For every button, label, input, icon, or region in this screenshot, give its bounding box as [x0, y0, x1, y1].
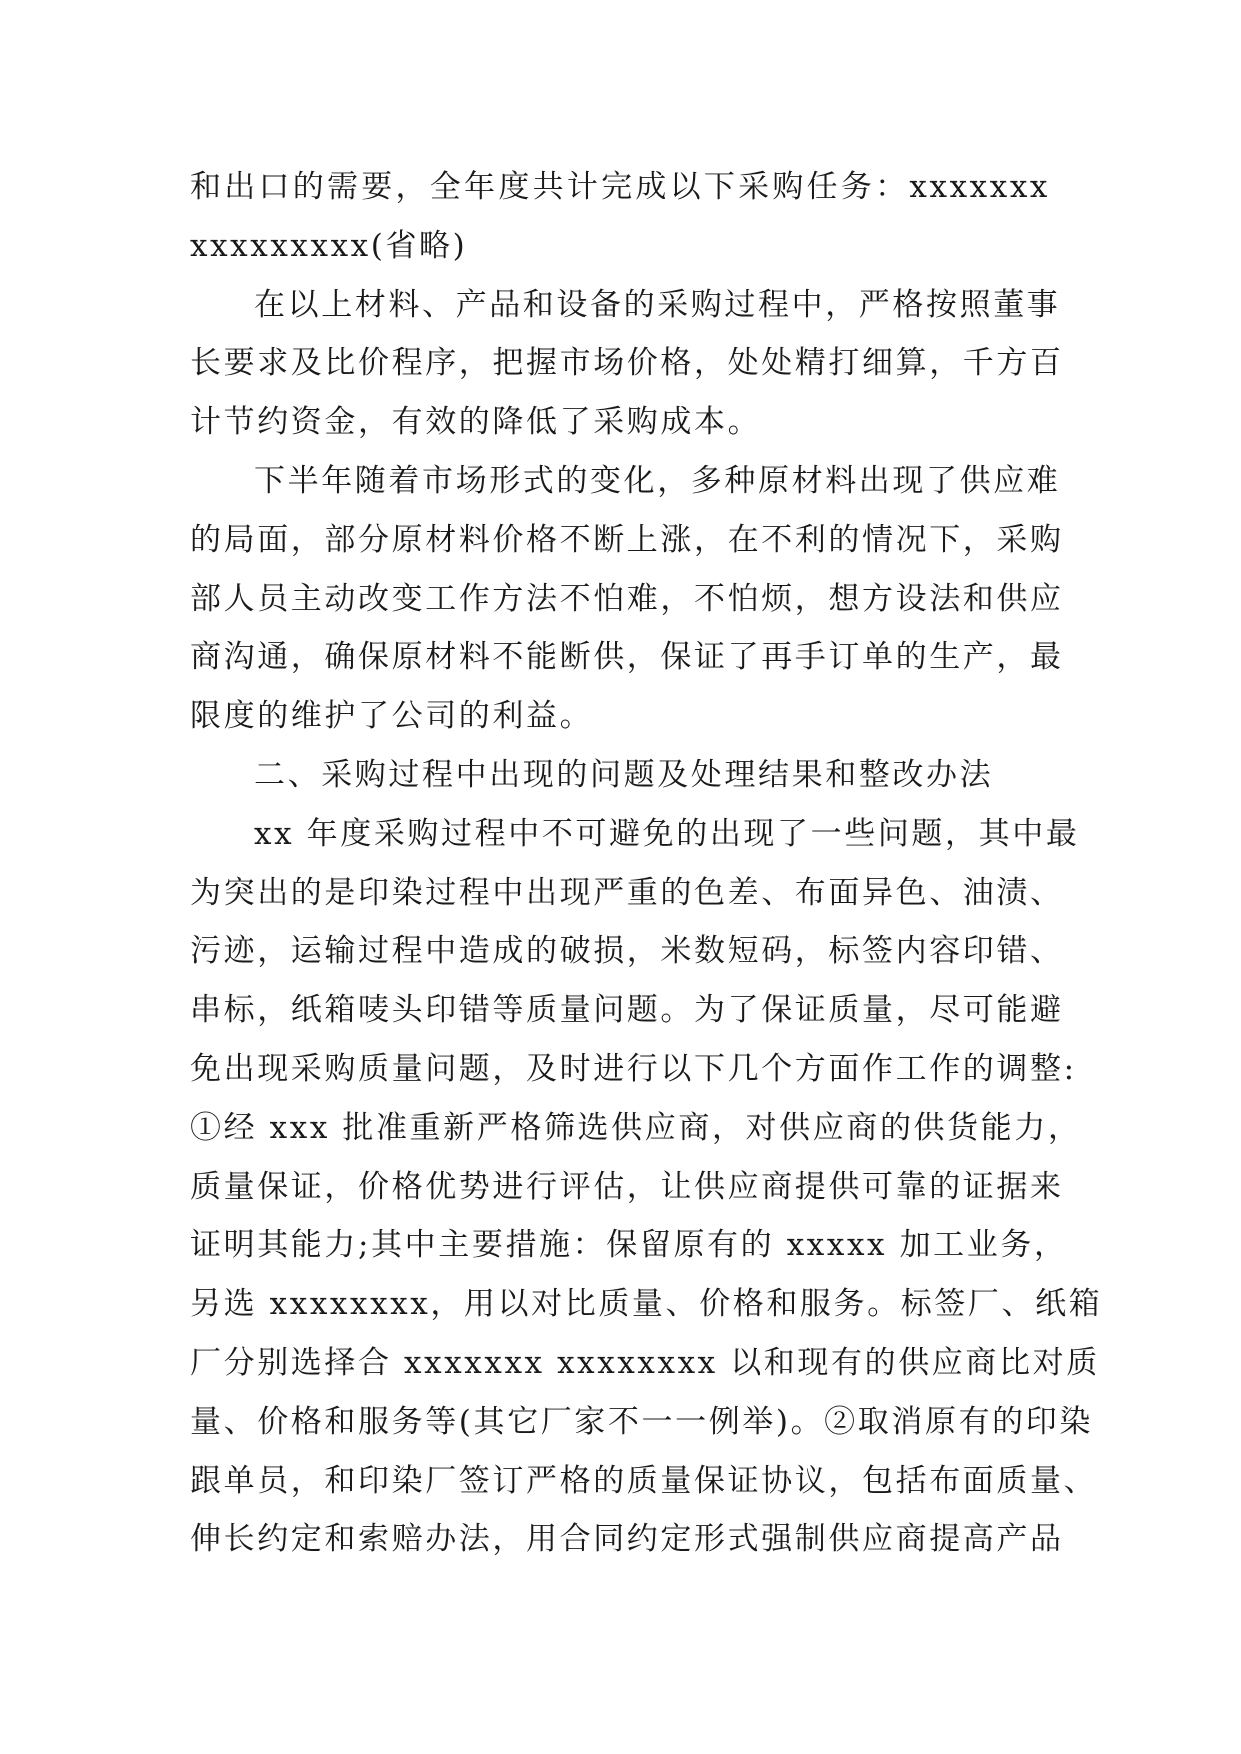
- text-line: 为突出的是印染过程中出现严重的色差、布面异色、油渍、: [190, 874, 1064, 911]
- text-line: 跟单员，和印染厂签订严格的质量保证协议，包括布面质量、: [190, 1462, 1098, 1499]
- text-line: 串标，纸箱唛头印错等质量问题。为了保证质量，尽可能避: [190, 992, 1064, 1029]
- text-line: 污迹，运输过程中造成的破损，米数短码，标签内容印错、: [190, 933, 1064, 970]
- text-line: 商沟通，确保原材料不能断供，保证了再手订单的生产，最: [190, 639, 1064, 676]
- text-line: 证明其能力;其中主要措施：保留原有的 xxxxx 加工业务，: [190, 1227, 1068, 1264]
- text-line: 免出现采购质量问题，及时进行以下几个方面作工作的调整:: [190, 1050, 1077, 1087]
- text-line: 部人员主动改变工作方法不怕难，不怕烦，想方设法和供应: [190, 580, 1064, 617]
- text-line: 和出口的需要，全年度共计完成以下采购任务：xxxxxxx: [190, 169, 1050, 205]
- text-line: 量、价格和服务等(其它厂家不一一例举)。②取消原有的印染: [190, 1403, 1093, 1440]
- section-heading: 二、采购过程中出现的问题及处理结果和整改办法: [254, 756, 994, 793]
- text-line: 长要求及比价程序，把握市场价格，处处精打细算，千方百: [190, 345, 1064, 382]
- text-line: ①经 xxx 批准重新严格筛选供应商，对供应商的供货能力，: [190, 1109, 1082, 1146]
- text-line: 厂分别选择合 xxxxxxx xxxxxxxx 以和现有的供应商比对质: [190, 1344, 1100, 1381]
- paragraph-first-line: 在以上材料、产品和设备的采购过程中，严格按照董事: [254, 286, 1061, 323]
- text-line: 计节约资金，有效的降低了采购成本。: [190, 404, 762, 441]
- text-line: xxxxxxxxx(省略): [190, 227, 468, 264]
- paragraph-first-line: 下半年随着市场形式的变化，多种原材料出现了供应难: [254, 462, 1061, 499]
- text-line: 另选 xxxxxxxx，用以对比质量、价格和服务。标签厂、纸箱: [190, 1286, 1103, 1323]
- text-line: 的局面，部分原材料价格不断上涨，在不利的情况下，采购: [190, 521, 1064, 558]
- text-line: 限度的维护了公司的利益。: [190, 698, 594, 735]
- document-body: [190, 158, 1103, 1569]
- paragraph-first-line: xx 年度采购过程中不可避免的出现了一些问题，其中最: [254, 815, 1080, 852]
- text-line: 伸长约定和索赔办法，用合同约定形式强制供应商提高产品: [190, 1521, 1064, 1558]
- text-line: 质量保证，价格优势进行评估，让供应商提供可靠的证据来: [190, 1168, 1064, 1205]
